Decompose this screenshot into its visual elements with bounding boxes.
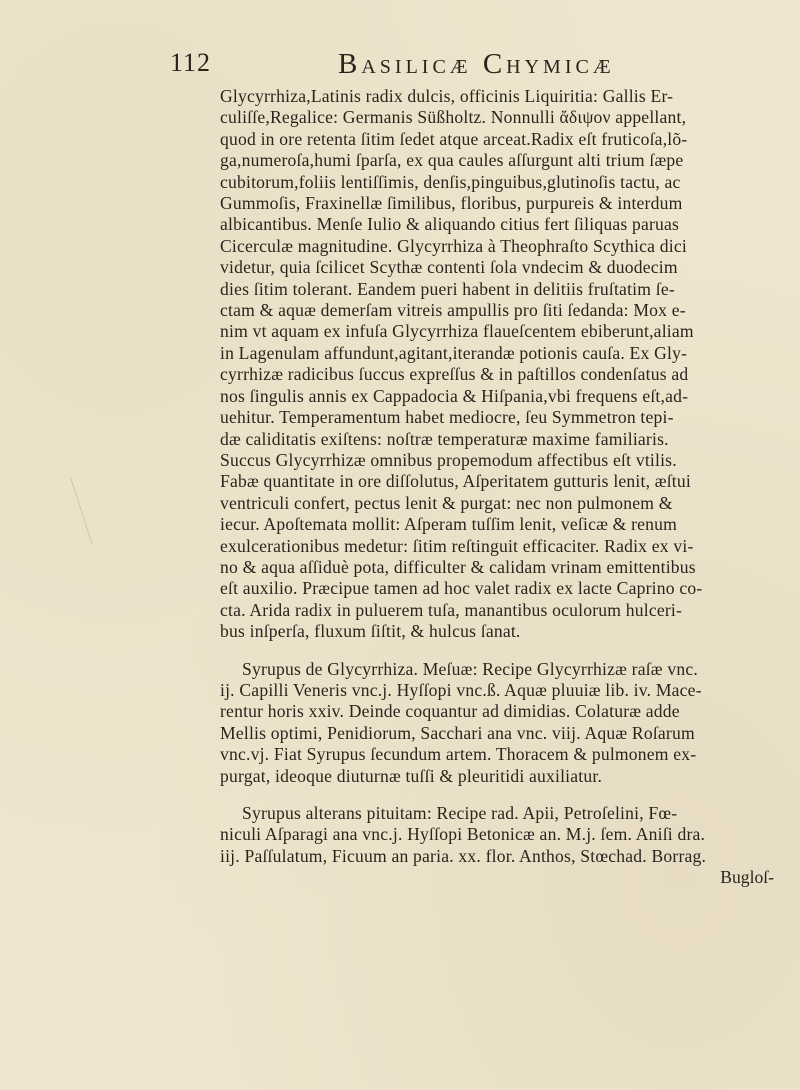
text-line: purgat, ideoque diuturnæ tuſſi & pleuritidi auxiliatur. [220,765,603,786]
text-line: Fabæ quantitate in ore diſſolutus, Aſperitatem gutturis lenit, æſtui [220,471,691,492]
paragraph-gap [220,787,780,803]
running-title: Basilicæ Chymicæ [338,48,615,80]
text-line: in Lagenulam affundunt,agitant,iterandæ potionis cauſa. Ex Gly- [220,342,688,363]
text-line: ctam & aquæ demerſam vitreis ampullis pro ſiti ſedanda: Mox e- [220,300,686,321]
text-line: niculi Aſparagi ana vnc.j. Hyſſopi Betonicæ an. M.j. ſem. Aniſi dra. [220,824,706,845]
paragraph-gap [220,643,780,659]
text-line: vnc.vj. Fiat Syrupus ſecundum artem. Thoracem & pulmonem ex- [220,744,697,765]
paragraph-syrupus-glycyrrhiza [220,659,780,787]
text-line: ga,numeroſa,humi ſparſa, ex qua caules aſſurgunt alti trium ſæpe [220,150,684,171]
page-number: 112 [170,48,212,77]
text-line: Syrupus alterans pituitam: Recipe rad. Apii, Petroſelini, Fœ- [242,803,678,823]
text-line: exulcerationibus medetur: ſitim reſtinguit efficaciter. Radix ex vi- [220,535,694,556]
text-line: no & aqua aſſiduè pota, difficulter & calidam vrinam emittentibus [220,556,696,577]
text-line: cyrrhizæ radicibus ſuccus expreſſus & in paſtillos condenſatus ad [220,364,689,385]
paragraph-syrupus-alterans [220,803,780,867]
text-line: ventriculi confert, pectus lenit & purgat: nec non pulmonem & [220,492,673,513]
text-line: iij. Paſſulatum, Ficuum an paria. xx. flor. Anthos, Stœchad. Borrag. [220,845,707,866]
text-line: Syrupus de Glycyrrhiza. Meſuæ: Recipe Glycyrrhizæ raſæ vnc. [242,658,698,679]
text-line: ij. Capilli Veneris vnc.j. Hyſſopi vnc.ß. Aquæ pluuiæ lib. iv. Mace- [220,679,702,700]
text-line: videtur, quia ſcilicet Scythæ contenti ſola vndecim & duodecim [220,257,678,278]
text-line: Glycyrrhiza,Latinis radix dulcis, officinis Liquiritia: Gallis Er- [220,86,674,106]
text-block [220,86,780,889]
text-line: Succus Glycyrrhizæ omnibus propemodum affectibus eſt vtilis. [220,449,677,470]
catchword: Bugloſ- [720,867,774,888]
text-line: nim vt aquam ex infuſa Glycyrrhiza flaueſcentem ebiberunt,aliam [220,321,694,342]
text-line: eſt auxilio. Præcipue tamen ad hoc valet radix ex lacte Caprino co- [220,578,703,599]
text-line: iecur. Apoſtemata mollit: Aſperam tuſſim lenit, veſicæ & renum [220,514,678,535]
text-line: Mellis optimi, Penidiorum, Sacchari ana vnc. viij. Aquæ Roſarum [220,722,695,743]
text-line: cubitorum,foliis lentiſſimis, denſis,pinguibus,glutinoſis tactu, ac [220,171,681,192]
text-line: Cicerculæ magnitudine. Glycyrrhiza à Theophraſto Scythica dici [220,235,687,256]
text-line: uehitur. Temperamentum habet mediocre, ſeu Symmetron tepi- [220,407,674,428]
text-line: bus inſperſa, fluxum ſiſtit, & hulcus ſanat. [220,621,521,642]
text-line: cta. Arida radix in puluerem tuſa, manantibus oculorum hulceri- [220,599,683,620]
paragraph-glycyrrhiza [220,86,780,643]
text-line: dies ſitim tolerant. Eandem pueri habent in delitiis fruſtatim ſe- [220,278,675,299]
text-line: albicantibus. Menſe Iulio & aliquando citius fert ſiliquas paruas [220,214,680,235]
text-line: rentur horis xxiv. Deinde coquantur ad dimidias. Colaturæ adde [220,701,680,722]
text-line: Gummoſis, Fraxinellæ ſimilibus, floribus, purpureis & interdum [220,193,683,214]
text-line: quod in ore retenta ſitim ſedet atque arceat.Radix eſt fruticoſa,lõ- [220,128,688,149]
page-header [170,48,770,88]
text-line: nos ſingulis annis ex Cappadocia & Hiſpania,vbi frequens eſt,ad- [220,385,689,406]
text-line: culiſſe,Regalice: Germanis Süßholtz. Nonnulli ἄδιψον appellant, [220,107,687,128]
text-line: dæ caliditatis exiſtens: noſtræ temperaturæ maxime familiaris. [220,428,669,449]
margin-mark [70,465,131,544]
